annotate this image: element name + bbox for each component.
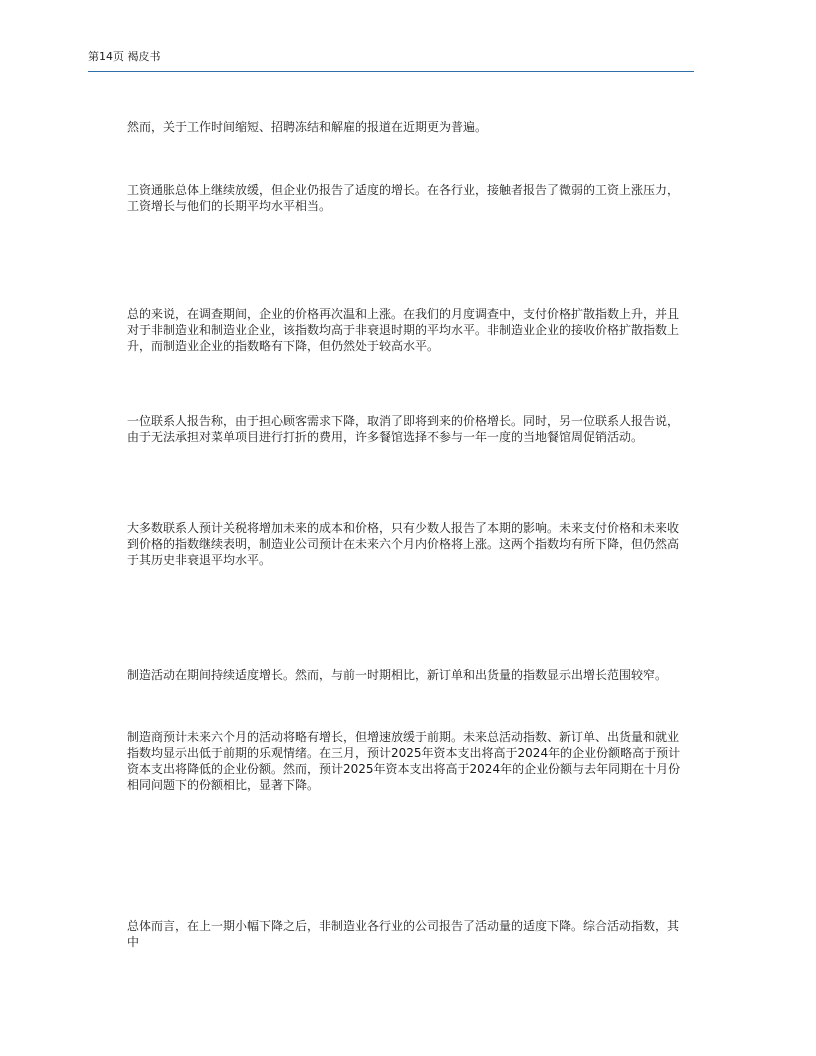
paragraph: 制造商预计未来六个月的活动将略有增长，但增速放缓于前期。未来总活动指数、新订单、出货量和就业指数均显示出低于前期的乐观情绪。在三月，预计2025年资本支出将高于2024年的企业份额略高于预计资本支出将降低的企业份额。然而，预计2025年资本支出将高于2024年的企业份额与去年同期在十月份相同问题下的份额相比，显著下降。 bbox=[127, 730, 681, 792]
page-header-label: 第14页 褐皮书 bbox=[88, 50, 161, 63]
paragraph: 总体而言，在上一期小幅下降之后，非制造业各行业的公司报告了活动量的适度下降。综合活动指数，其中 bbox=[127, 919, 680, 949]
paragraph: 大多数联系人预计关税将增加未来的成本和价格，只有少数人报告了本期的影响。未来支付价格和未来收到价格的指数继续表明，制造业公司预计在未来六个月内价格将上涨。这两个指数均有所下降，但仍然高于其历史非衰退平均水平。 bbox=[127, 521, 680, 567]
paragraph: 工资通胀总体上继续放缓，但企业仍报告了适度的增长。在各行业，接触者报告了微弱的工资上涨压力，工资增长与他们的长期平均水平相当。 bbox=[127, 183, 680, 213]
paragraph: 制造活动在期间持续适度增长。然而，与前一时期相比，新订单和出货量的指数显示出增长范围较窄。 bbox=[127, 668, 668, 682]
page-header bbox=[88, 50, 694, 72]
paragraph: 然而，关于工作时间缩短、招聘冻结和解雇的报道在近期更为普遍。 bbox=[127, 120, 488, 134]
paragraph: 一位联系人报告称，由于担心顾客需求下降，取消了即将到来的价格增长。同时，另一位联系人报告说，由于无法承担对菜单项目进行打折的费用，许多餐馆选择不参与一年一度的当地餐馆周促销活动。 bbox=[127, 414, 680, 444]
paragraph: 总的来说，在调查期间，企业的价格再次温和上涨。在我们的月度调查中，支付价格扩散指数上升，并且对于非制造业和制造业企业，该指数均高于非衰退时期的平均水平。非制造业企业的接收价格扩散指数上升，而制造业企业的指数略有下降，但仍然处于较高水平。 bbox=[127, 307, 680, 353]
